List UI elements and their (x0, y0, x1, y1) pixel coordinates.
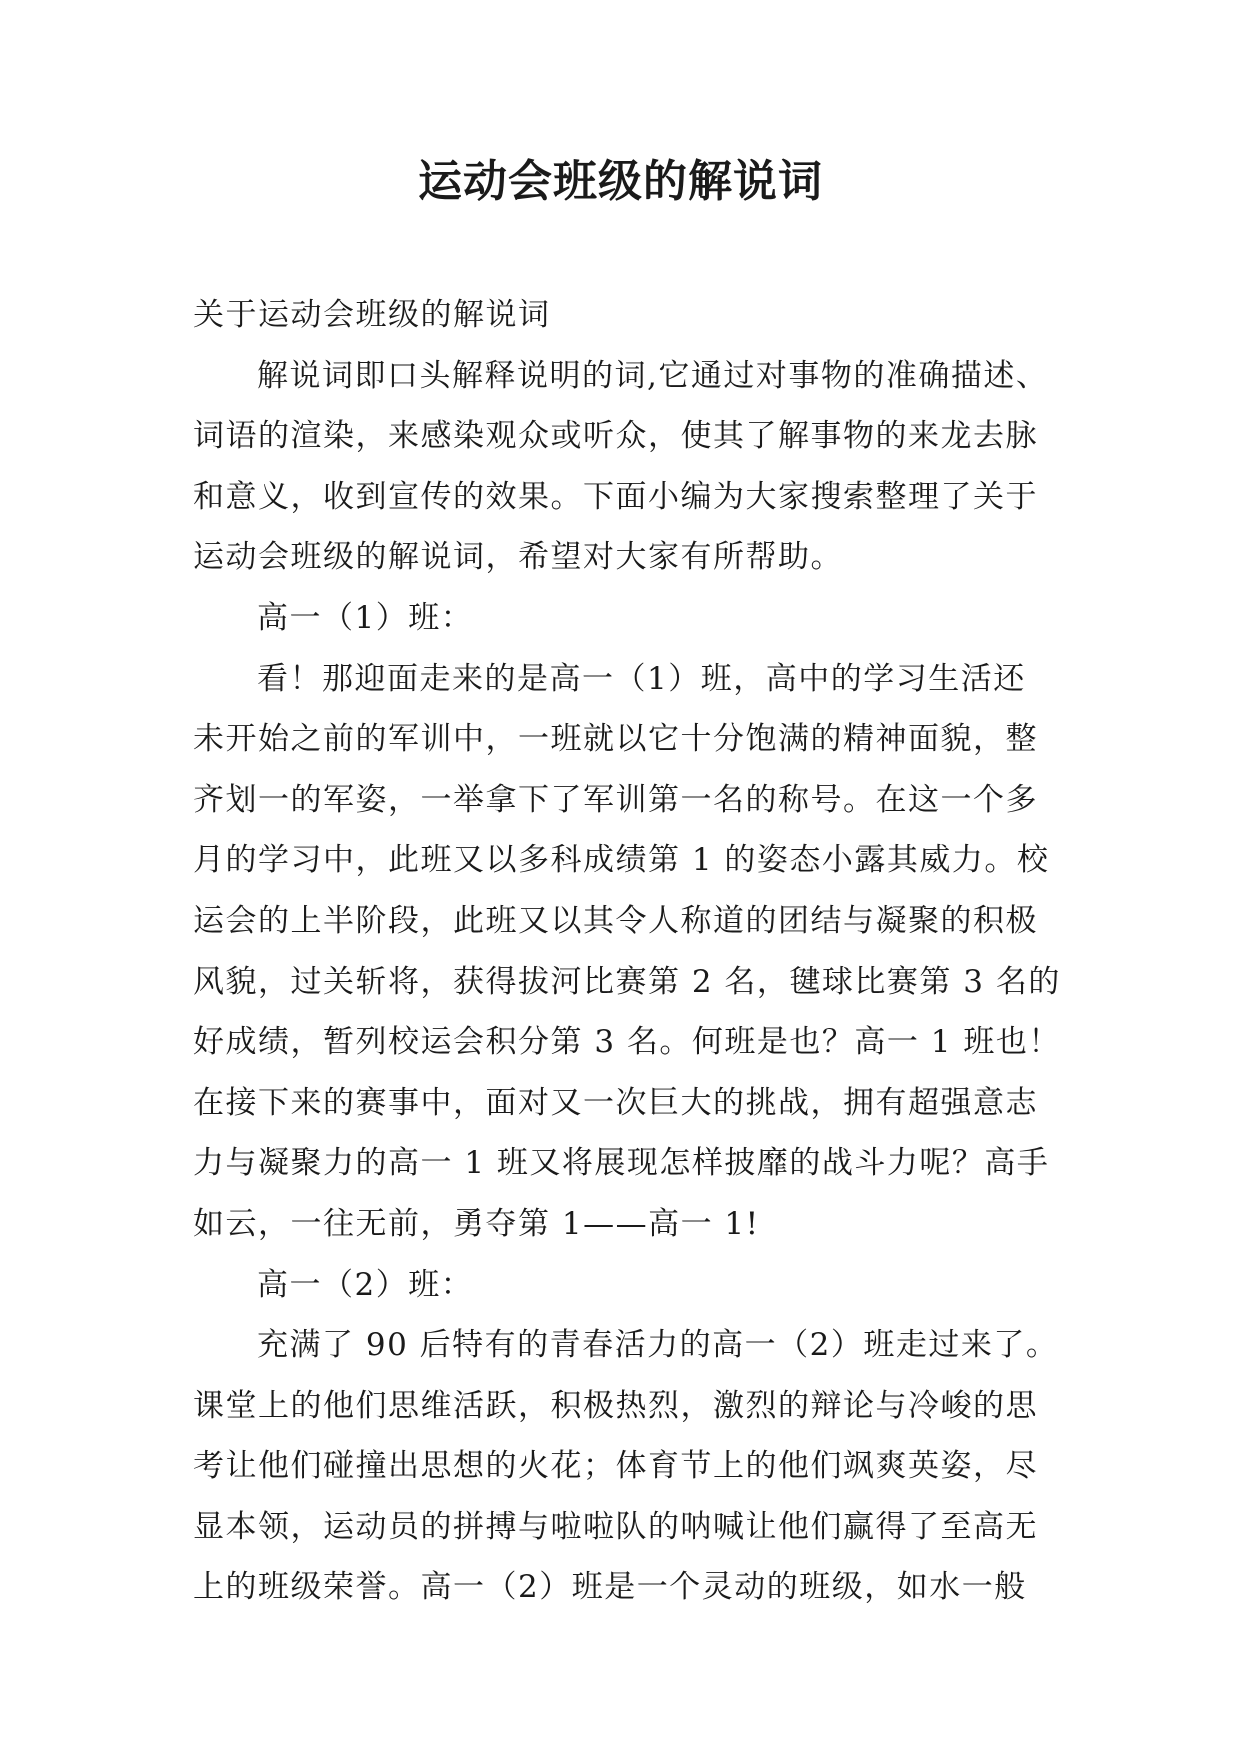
text-line: 高一（2）班： (257, 1266, 474, 1303)
document-title: 运动会班级的解说词 (418, 156, 823, 207)
document-body (193, 285, 1063, 1618)
text-line: 月的学习中，此班又以多科成绩第 1 的姿态小露其威力。校 (193, 842, 1050, 879)
text-line: 在接下来的赛事中，面对又一次巨大的挑战，拥有超强意志 (193, 1084, 1038, 1121)
text-line: 解说词即口头解释说明的词,它通过对事物的准确描述、 (257, 357, 1049, 394)
text-line: 齐划一的军姿，一举拿下了军训第一名的称号。在这一个多 (193, 781, 1038, 818)
text-line: 词语的渲染，来感染观众或听众，使其了解事物的来龙去脉 (193, 418, 1038, 455)
text-line: 风貌，过关斩将，获得拔河比赛第 2 名，毽球比赛第 3 名的 (193, 963, 1061, 1000)
text-line: 显本领，运动员的拼搏与啦啦队的呐喊让他们赢得了至高无 (193, 1508, 1038, 1545)
text-line: 如云，一往无前，勇夺第 1——高一 1! (193, 1205, 760, 1242)
text-line: 充满了 90 后特有的青春活力的高一（2）班走过来了。 (257, 1327, 1059, 1364)
text-line: 高一（1）班： (257, 599, 474, 636)
text-line: 和意义，收到宣传的效果。下面小编为大家搜索整理了关于 (193, 478, 1038, 515)
text-line: 看！那迎面走来的是高一（1）班，高中的学习生活还 (257, 660, 1026, 697)
text-line: 好成绩，暂列校运会积分第 3 名。何班是也？高一 1 班也！ (193, 1024, 1061, 1061)
text-line: 考让他们碰撞出思想的火花；体育节上的他们飒爽英姿，尽 (193, 1448, 1038, 1485)
text-line: 关于运动会班级的解说词 (193, 297, 551, 333)
text-line: 上的班级荣誉。高一（2）班是一个灵动的班级，如水一般 (193, 1569, 1027, 1606)
text-line: 运动会班级的解说词，希望对大家有所帮助。 (193, 539, 843, 576)
text-line: 课堂上的他们思维活跃，积极热烈，激烈的辩论与冷峻的思 (193, 1387, 1038, 1424)
text-line: 力与凝聚力的高一 1 班又将展现怎样披靡的战斗力呢？高手 (193, 1145, 1050, 1182)
text-line: 未开始之前的军训中，一班就以它十分饱满的精神面貌，整 (193, 721, 1038, 758)
text-line: 运会的上半阶段，此班又以其令人称道的团结与凝聚的积极 (193, 902, 1038, 939)
